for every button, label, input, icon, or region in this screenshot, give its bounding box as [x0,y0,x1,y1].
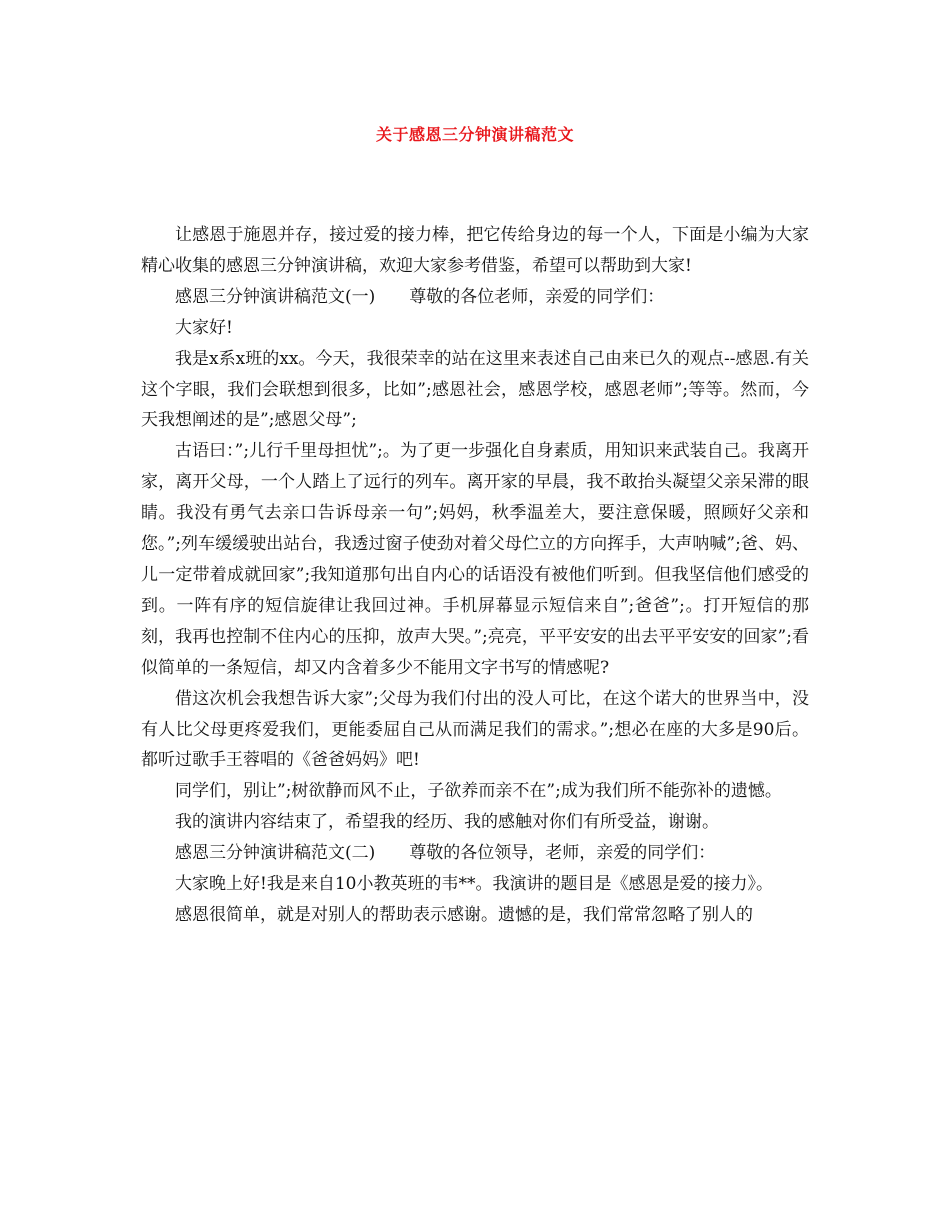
paragraph: 让感恩于施恩并存，接过爱的接力棒，把它传给身边的每一个人，下面是小编为大家精心收集的感恩三分钟演讲稿，欢迎大家参考借鉴，希望可以帮助到大家! [141,225,809,276]
paragraph: 感恩三分钟演讲稿范文(二) 尊敬的各位领导，老师，亲爱的同学们： [175,843,716,864]
paragraph: 大家晚上好!我是来自10小教英班的韦**。我演讲的题目是《感恩是爱的接力》。 [175,874,773,895]
paragraph: 古语曰：”;儿行千里母担忧”;。为了更一步强化自身素质，用知识来武装自己。我离开家，离开父母，一个人踏上了远行的列车。离开家的早晨，我不敢抬头凝望父亲呆滞的眼睛。我没有勇气去亲口告诉母亲一句”;妈妈，秋季温差大，要注意保暖，照顾好父亲和您。”;列车缓缓驶出站台，我透过窗子使劲对着父母伫立的方向挥手，大声呐喊”;爸、妈、儿一定带着成就回家”;我知道那句出自内心的话语没有被他们听到。但我坚信他们感受的到。一阵有序的短信旋律让我回过神。手机屏幕显示短信来自”;爸爸”;。打开短信的那刻，我再也控制不住内心的压抑，放声大哭。”;亮亮，平平安安的出去平平安安的回家”;看似简单的一条短信，却又内含着多少不能用文字书写的情感呢? [141,441,809,678]
paragraph: 感恩很简单，就是对别人的帮助表示感谢。遗憾的是，我们常常忽略了别人的 [175,904,753,925]
paragraph: 大家好! [175,317,233,338]
paragraph: 借这次机会我想告诉大家”;父母为我们付出的没人可比，在这个诺大的世界当中，没有人比父母更疼爱我们，更能委屈自己从而满足我们的需求。”;想必在座的大多是90后。都听过歌手王蓉唱的《爸爸妈妈》吧! [141,688,809,771]
document-title: 关于感恩三分钟演讲稿范文 [375,125,574,144]
paragraph: 我的演讲内容结束了，希望我的经历、我的感触对你们有所受益，谢谢。 [175,812,719,833]
paragraph: 我是x系x班的xx。今天，我很荣幸的站在这里来表述自己由来已久的观点--感恩.有关这个字眼，我们会联想到很多，比如”;感恩社会，感恩学校，感恩老师”;等等。然而，今天我想阐述的是”;感恩父母”; [141,348,809,431]
document-body [141,220,809,931]
paragraph: 同学们，别让”;树欲静而风不止，子欲养而亲不在”;成为我们所不能弥补的遗憾。 [175,781,782,802]
paragraph: 感恩三分钟演讲稿范文(一) 尊敬的各位老师，亲爱的同学们： [175,286,665,307]
